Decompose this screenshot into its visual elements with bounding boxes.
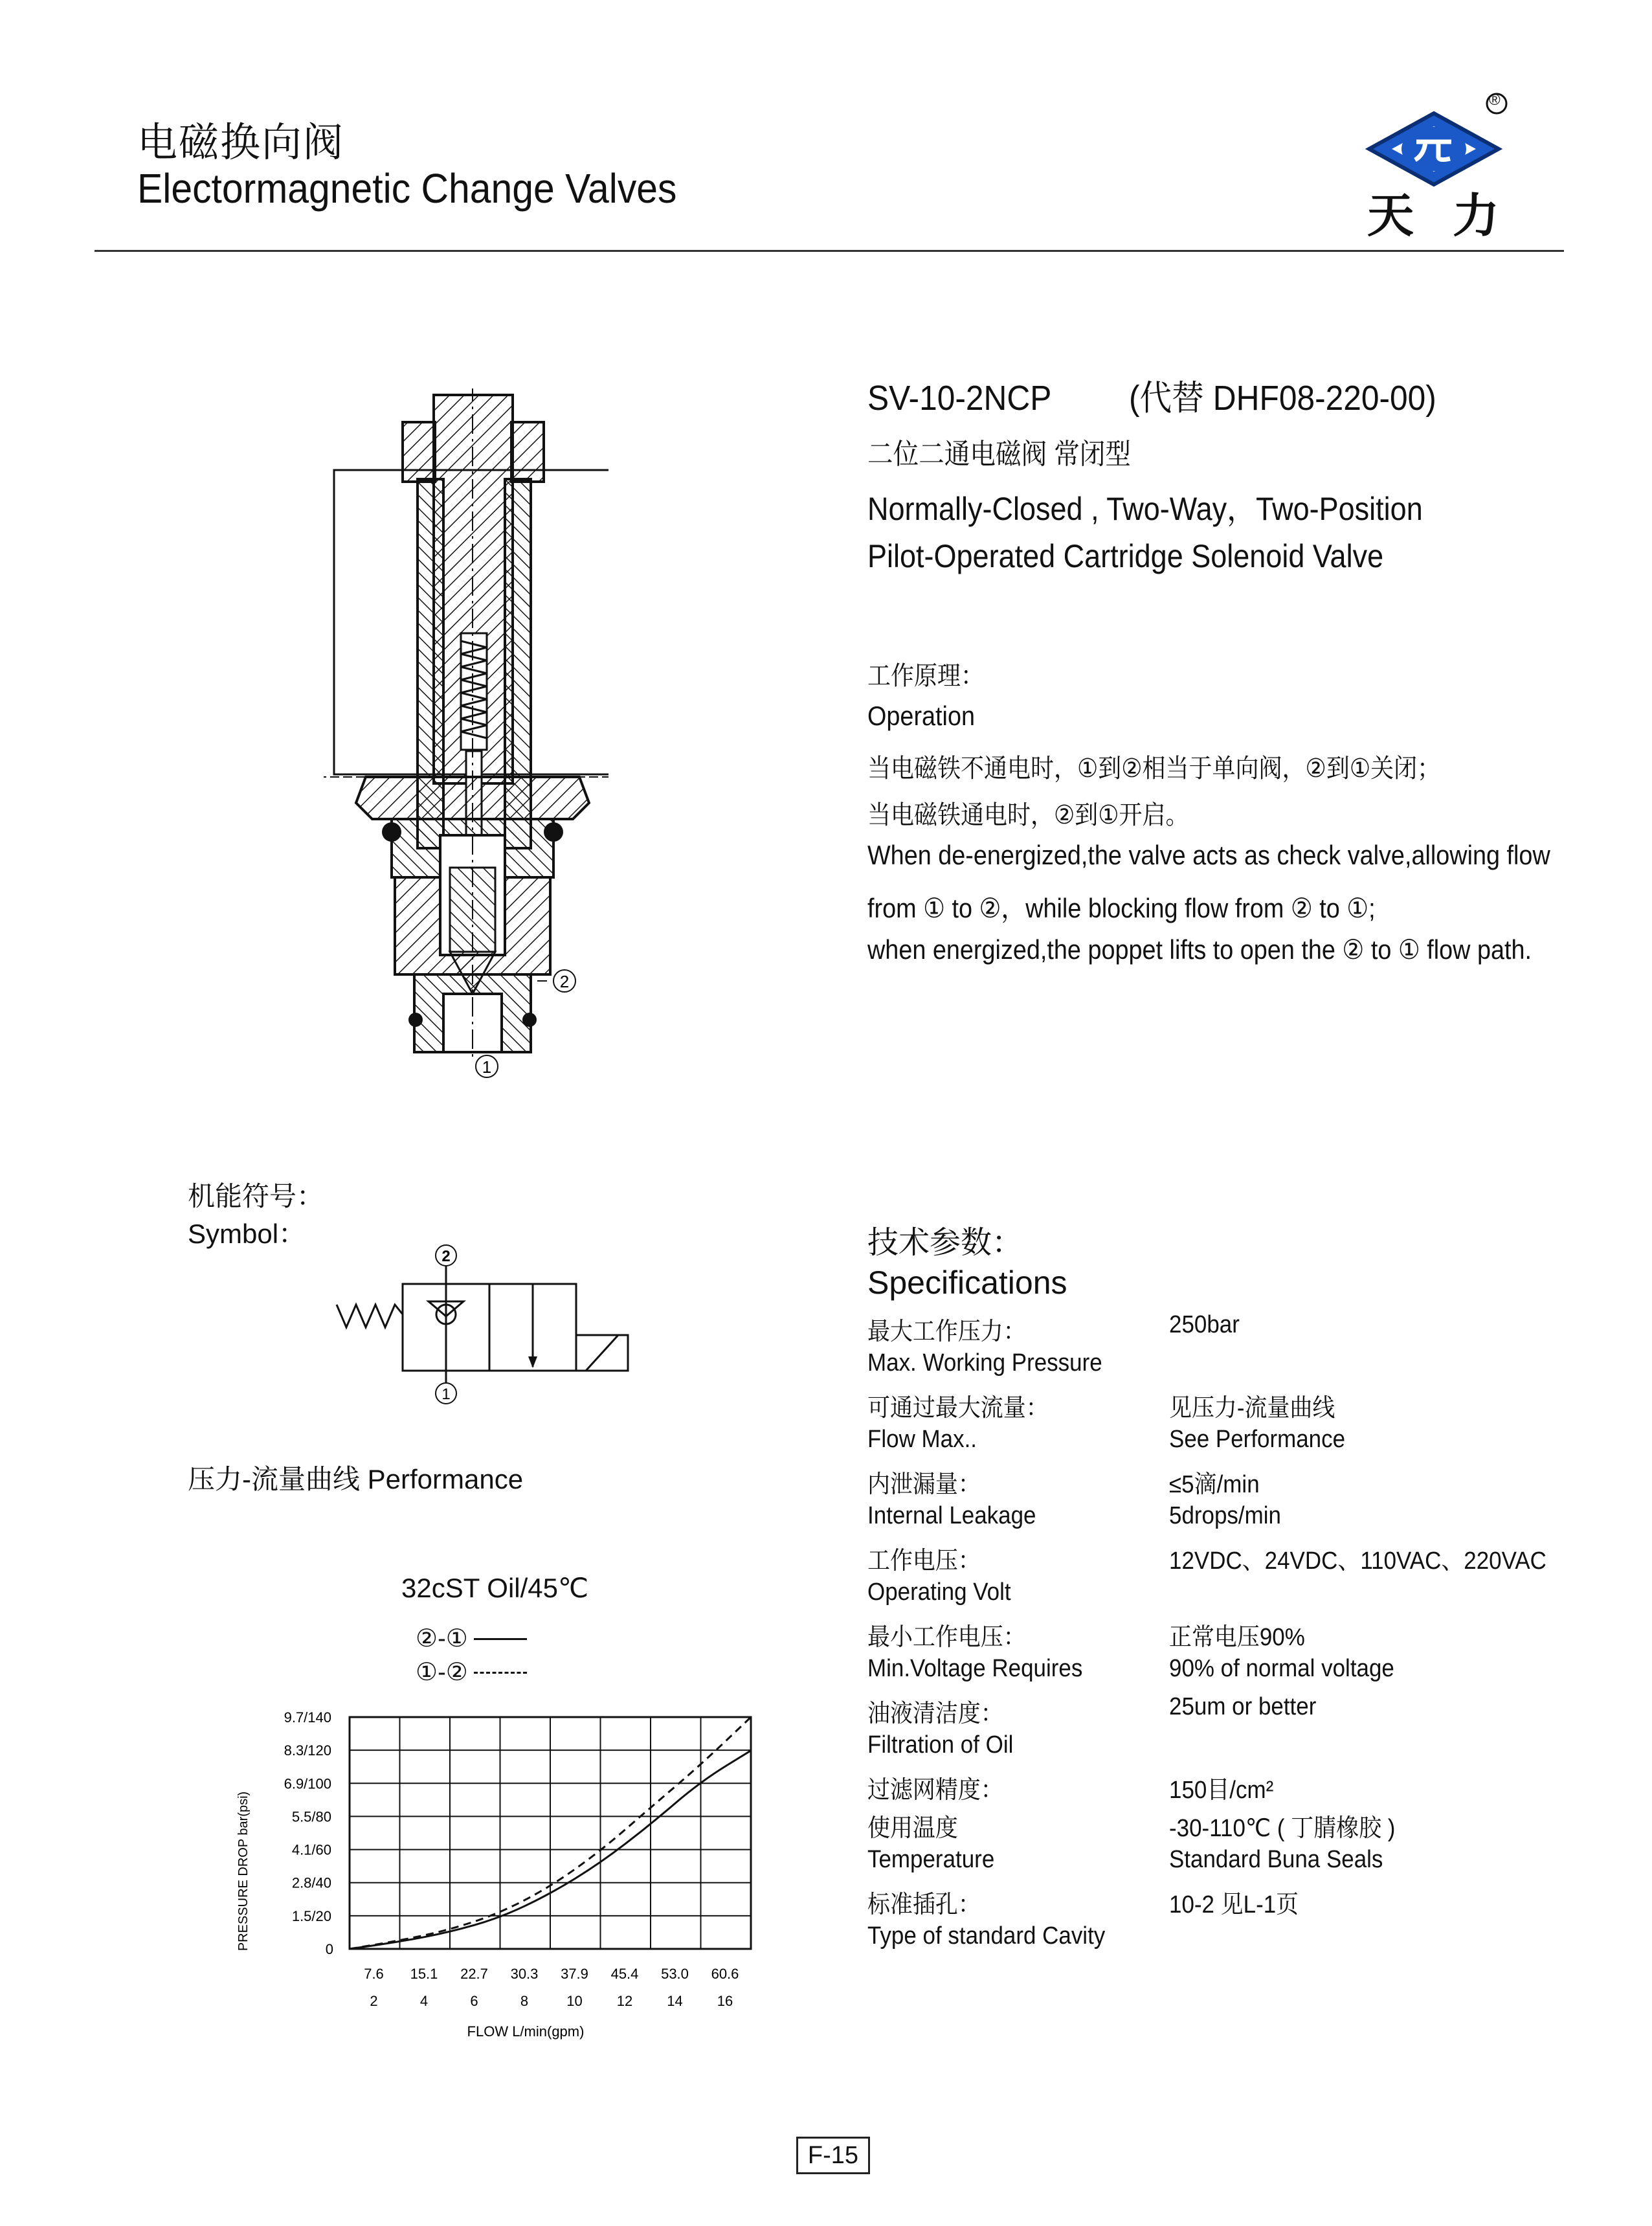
x-tick-label-lpm: 22.7	[460, 1966, 488, 1982]
operation-heading-en: Operation	[867, 701, 976, 731]
spec-label: 标准插孔：	[867, 1891, 981, 1918]
x-tick-label-lpm: 37.9	[561, 1966, 588, 1982]
x-tick-label-lpm: 60.6	[711, 1966, 739, 1982]
spec-value: ≤5滴/min	[1169, 1471, 1260, 1498]
spec-label: 油液清洁度：	[867, 1700, 1003, 1727]
y-tick-label: 4.1/60	[291, 1841, 331, 1858]
spec-label: Operating Volt	[867, 1579, 1011, 1606]
legend-solid-swatch	[474, 1638, 527, 1640]
performance-chart	[220, 1683, 803, 2052]
page-title-en: Electormagnetic Change Valves	[137, 165, 677, 212]
spec-value: 见压力-流量曲线	[1169, 1395, 1335, 1422]
x-tick-label-lpm: 45.4	[610, 1966, 639, 1982]
x-tick-label-gpm: 10	[566, 1993, 583, 2009]
legend-dashed-label: ①-②	[416, 1659, 468, 1686]
chart-y-ticks	[284, 1709, 333, 1957]
cross-section-port-1-label: 1	[482, 1057, 492, 1077]
spec-value: 10-2 见L-1页	[1169, 1891, 1299, 1918]
brand-text: 天力	[1367, 188, 1539, 243]
replaces-model: (代替 DHF08-220-00)	[1129, 379, 1436, 418]
operation-heading-cn: 工作原理：	[867, 662, 984, 690]
y-tick-label: 5.5/80	[291, 1808, 331, 1825]
x-tick-label-gpm: 14	[667, 1993, 683, 2009]
performance-condition: 32cST Oil/45℃	[401, 1573, 589, 1603]
spec-label: Min.Voltage Requires	[867, 1655, 1083, 1682]
valve-cross-section-drawing	[324, 388, 608, 1088]
chart-x-ticks-lpm	[364, 1966, 739, 1982]
specs-heading-cn: 技术参数：	[867, 1226, 1023, 1260]
spec-label: Flow Max..	[867, 1426, 977, 1453]
product-subtitle-en-2: Pilot-Operated Cartridge Solenoid Valve	[867, 538, 1384, 574]
symbol-heading-cn: 机能符号：	[188, 1181, 324, 1211]
symbol-heading-en: Symbol：	[188, 1219, 306, 1249]
y-tick-label: 1.5/20	[291, 1907, 331, 1924]
operation-en-line-2: from ① to ②，while blocking flow from ② to ①;	[867, 893, 1376, 923]
spec-label: 可通过最大流量：	[867, 1395, 1049, 1422]
product-subtitle-en-1: Normally-Closed , Two-Way，Two-Position	[867, 491, 1423, 527]
spec-label: 工作电压：	[867, 1547, 981, 1575]
operation-en-line-3: when energized,the poppet lifts to open the ② to ① flow path.	[867, 934, 1532, 965]
y-tick-label: 0	[325, 1941, 333, 1957]
operation-cn-line-1: 当电磁铁不通电时，①到②相当于单向阀，②到①关闭；	[867, 754, 1441, 783]
operation-en-line-1: When de-energized,the valve acts as check valve,allowing flow	[867, 840, 1550, 870]
y-tick-label: 8.3/120	[284, 1742, 331, 1759]
cross-section-port-2-label: 2	[559, 972, 570, 991]
spec-label: 过滤网精度：	[867, 1777, 1003, 1804]
spec-label: Filtration of Oil	[867, 1731, 1014, 1759]
x-tick-label-lpm: 30.3	[510, 1966, 539, 1982]
spec-value: 25um or better	[1169, 1693, 1317, 1720]
y-tick-label: 6.9/100	[284, 1775, 331, 1792]
legend-dashed-swatch	[474, 1672, 527, 1674]
x-tick-label-gpm: 4	[419, 1993, 429, 2009]
spec-value: 12VDC、24VDC、110VAC、220VAC	[1169, 1547, 1546, 1575]
symbol-port-1-label: 1	[441, 1386, 451, 1403]
spec-label: Type of standard Cavity	[867, 1922, 1106, 1950]
spec-label: 使用温度	[867, 1815, 958, 1842]
spec-value: 250bar	[1169, 1311, 1240, 1338]
spec-label: Max. Working Pressure	[867, 1349, 1102, 1377]
product-subtitle-cn: 二位二通电磁阀 常闭型	[867, 438, 1132, 470]
x-tick-label-gpm: 8	[520, 1993, 529, 2009]
spec-label: 最小工作电压：	[867, 1624, 1026, 1651]
chart-y-axis-label: PRESSURE DROP bar(psi)	[236, 1791, 251, 1951]
x-tick-label-lpm: 53.0	[661, 1966, 689, 1982]
model-number: SV-10-2NCP	[867, 379, 1052, 418]
legend-solid-label: ②-①	[416, 1625, 468, 1652]
y-tick-label: 9.7/140	[284, 1709, 331, 1726]
header-divider	[95, 250, 1564, 252]
specs-heading-en: Specifications	[867, 1265, 1067, 1301]
chart-grid	[350, 1717, 751, 1949]
x-tick-label-lpm: 15.1	[410, 1966, 438, 1982]
symbol-port-2-label: 2	[441, 1248, 451, 1265]
spec-label: 内泄漏量：	[867, 1471, 981, 1498]
model-line	[867, 370, 1436, 420]
chart-x-ticks-gpm	[370, 1993, 733, 2009]
x-tick-label-gpm: 6	[470, 1993, 478, 2009]
page-number: F-15	[796, 2137, 870, 2174]
chart-x-axis-label: FLOW L/min(gpm)	[467, 2023, 585, 2040]
x-tick-label-gpm: 12	[616, 1993, 633, 2009]
registered-mark: ®	[1489, 91, 1501, 109]
page-title-cn: 电磁换向阀	[137, 120, 345, 165]
y-tick-label: 2.8/40	[291, 1874, 331, 1891]
spec-value: 正常电压90%	[1169, 1624, 1305, 1651]
spec-value: See Performance	[1169, 1426, 1346, 1453]
x-tick-label-gpm: 2	[370, 1993, 378, 2009]
performance-heading: 压力-流量曲线 Performance	[188, 1464, 524, 1494]
spec-value: -30-110℃ ( 丁腈橡胶 )	[1169, 1815, 1396, 1842]
spec-label: Internal Leakage	[867, 1502, 1036, 1529]
spec-value: 150目/cm²	[1169, 1777, 1274, 1804]
spec-label: 最大工作压力：	[867, 1318, 1026, 1345]
spec-value: 5drops/min	[1169, 1502, 1281, 1529]
spec-value: 90% of normal voltage	[1169, 1655, 1394, 1682]
hydraulic-symbol	[330, 1240, 647, 1408]
operation-cn-line-2: 当电磁铁通电时，②到①开启。	[867, 801, 1189, 829]
spec-label: Temperature	[867, 1846, 995, 1873]
spec-value: Standard Buna Seals	[1169, 1846, 1383, 1873]
x-tick-label-lpm: 7.6	[364, 1966, 384, 1982]
x-tick-label-gpm: 16	[717, 1993, 733, 2009]
